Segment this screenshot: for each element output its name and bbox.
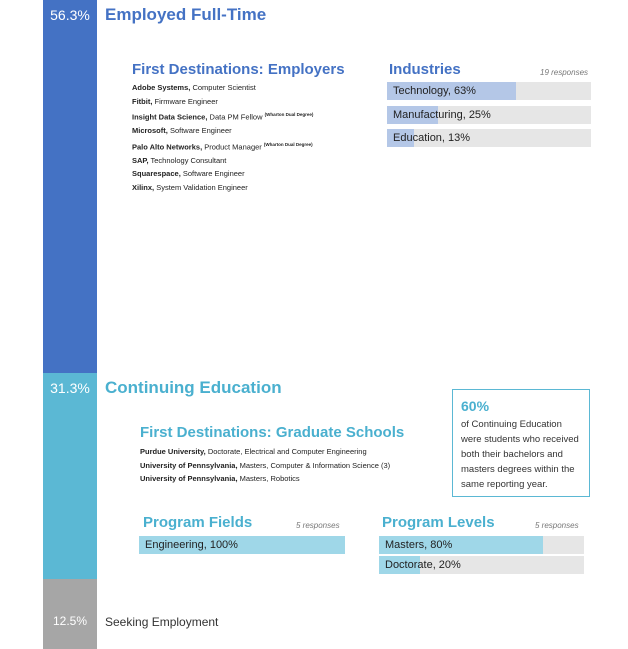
- program-fields-responses: 5 responses: [296, 521, 340, 530]
- industry-bar-label: Education, 13%: [393, 132, 471, 144]
- industry-bar-label: Manufacturing, 25%: [393, 109, 491, 121]
- program-field-bar-label: Engineering, 100%: [145, 539, 238, 551]
- continuing-bar-segment: [43, 373, 97, 579]
- list-item: Microsoft, Software Engineer: [132, 126, 232, 135]
- list-item: Purdue University, Doctorate, Electrical and Computer Engineering: [140, 447, 367, 456]
- list-item: University of Pennsylvania, Masters, Robotics: [140, 474, 300, 483]
- program-level-bar: [379, 556, 584, 574]
- program-level-bar-label: Doctorate, 20%: [385, 559, 461, 571]
- industries-responses: 19 responses: [540, 68, 589, 77]
- list-item: Adobe Systems, Computer Scientist: [132, 83, 256, 92]
- industries-title: Industries: [389, 61, 461, 78]
- continuing-callout: [452, 389, 590, 497]
- employed-percent: 56.3%: [50, 7, 90, 23]
- program-level-bar: [379, 536, 584, 554]
- program-levels-responses: 5 responses: [535, 521, 579, 530]
- list-item: University of Pennsylvania, Masters, Computer & Information Science (3): [140, 460, 391, 470]
- list-item: Insight Data Science, Data PM Fellow $^{(Wharton Dual Degree)}$: [132, 112, 314, 122]
- list-item: SAP, Technology Consultant: [132, 155, 227, 165]
- program-level-bar-label: Masters, 80%: [385, 539, 453, 551]
- seeking-percent: 12.5%: [52, 614, 88, 628]
- list-item: Palo Alto Networks, Product Manager $^{(Wharton Dual Degree)}$: [132, 141, 313, 151]
- employed-bar-segment: [43, 0, 97, 373]
- program-field-bar: [139, 536, 345, 554]
- seeking-label: Seeking Employment: [105, 615, 219, 629]
- program-levels-title: Program Levels: [382, 514, 495, 531]
- continuing-title: Continuing Education: [105, 378, 282, 397]
- continuing-percent: 31.3%: [50, 380, 90, 396]
- schools-list: [140, 445, 390, 486]
- list-item: Fitbit, Firmware Engineer: [132, 96, 218, 106]
- industry-bar: [387, 106, 591, 124]
- graduate-schools-title: First Destinations: Graduate Schools: [140, 424, 405, 441]
- callout-number: 60%: [461, 398, 490, 414]
- employers-list: [132, 81, 313, 194]
- industry-bar-label: Technology, 63%: [393, 85, 476, 97]
- program-fields-title: Program Fields: [143, 514, 253, 531]
- callout-text: of Continuing Education were students who received both their bachelors and masters degrees within the same reporting year.: [461, 419, 579, 490]
- list-item: Squarespace, Software Engineer: [132, 169, 245, 178]
- industry-bar: [387, 129, 591, 147]
- employed-title: Employed Full-Time: [105, 5, 267, 24]
- industry-bar: [387, 82, 591, 100]
- employers-title: First Destinations: Employers: [132, 61, 345, 78]
- list-item: Xilinx, System Validation Engineer: [132, 182, 248, 192]
